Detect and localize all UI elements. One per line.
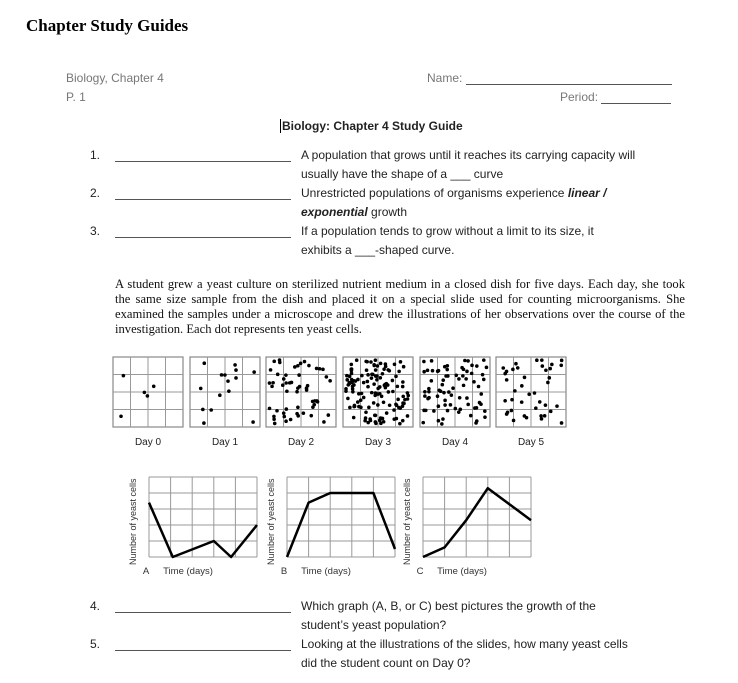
y-axis-label: Number of yeast cells	[266, 478, 276, 565]
yeast-dot	[201, 408, 205, 412]
yeast-dot	[385, 411, 389, 415]
question-line: If a population tends to grow without a limit to its size, it	[301, 224, 594, 238]
yeast-dot	[369, 360, 373, 364]
yeast-dot	[282, 411, 286, 415]
course-label: Biology, Chapter 4	[66, 71, 164, 85]
yeast-dot	[441, 378, 445, 382]
yeast-dot	[276, 373, 280, 377]
yeast-dot	[382, 367, 386, 371]
yeast-dot	[426, 369, 430, 373]
yeast-dot	[510, 409, 514, 413]
yeast-dot	[298, 385, 302, 389]
yeast-dot	[443, 399, 447, 403]
emphasis-exponential: exponential	[301, 205, 368, 219]
answer-line[interactable]	[115, 635, 291, 651]
yeast-dot	[362, 381, 366, 385]
yeast-dot	[470, 364, 474, 368]
yeast-dot	[360, 392, 364, 396]
yeast-dot	[548, 367, 552, 371]
yeast-dot	[401, 419, 405, 423]
yeast-dot	[394, 375, 398, 379]
yeast-dot	[432, 409, 436, 413]
yeast-dot	[445, 368, 449, 372]
day-label: Day 0	[134, 437, 162, 448]
yeast-dot	[352, 416, 356, 420]
yeast-dot	[450, 393, 454, 397]
yeast-dot	[506, 410, 510, 414]
yeast-dot	[394, 403, 398, 407]
yeast-dot	[385, 382, 389, 386]
yeast-dot	[346, 397, 350, 401]
yeast-dot	[381, 372, 385, 376]
yeast-dot	[505, 378, 509, 382]
yeast-dot	[402, 365, 406, 369]
yeast-dot	[392, 417, 396, 421]
yeast-dot	[470, 372, 474, 376]
yeast-dot	[315, 367, 319, 371]
yeast-dot	[523, 376, 527, 380]
yeast-dot	[475, 406, 479, 410]
question-number: 2.	[89, 186, 100, 200]
yeast-dot	[269, 368, 273, 372]
yeast-dot	[501, 366, 505, 370]
yeast-dot	[482, 378, 486, 382]
yeast-dot	[559, 364, 563, 368]
yeast-dot	[374, 391, 378, 395]
question-line: growth	[367, 205, 408, 219]
yeast-dot	[398, 422, 402, 426]
yeast-dot	[293, 365, 297, 369]
yeast-dot	[285, 407, 289, 411]
yeast-dot	[284, 373, 288, 377]
yeast-dot	[401, 395, 405, 399]
yeast-dot	[366, 373, 370, 377]
yeast-dot	[325, 375, 329, 379]
day-label: Day 4	[441, 437, 469, 448]
yeast-dot	[278, 358, 282, 362]
yeast-dot	[272, 360, 276, 364]
yeast-dot	[393, 362, 397, 366]
question-line: Unrestricted populations of organisms experience	[301, 186, 568, 200]
yeast-dot	[477, 385, 481, 389]
yeast-dot	[442, 391, 446, 395]
yeast-dot	[388, 403, 392, 407]
yeast-dot	[454, 373, 458, 377]
yeast-dot	[406, 397, 410, 401]
yeast-dot	[273, 422, 277, 426]
yeast-dot	[365, 368, 369, 372]
yeast-dot	[275, 409, 279, 413]
yeast-dot	[510, 398, 514, 402]
yeast-dot	[379, 362, 383, 366]
yeast-dot	[483, 409, 487, 413]
yeast-dot	[378, 419, 382, 423]
graph-letter: C	[416, 566, 424, 577]
series-line-A	[149, 503, 257, 557]
yeast-dot	[363, 419, 367, 423]
yeast-dot	[384, 362, 388, 366]
yeast-dot	[478, 401, 482, 405]
question-line: Which graph (A, B, or C) best pictures the growth of the	[301, 599, 596, 613]
yeast-dot	[503, 399, 507, 403]
yeast-dot	[119, 414, 123, 418]
yeast-dot	[446, 409, 450, 413]
yeast-dot	[366, 380, 370, 384]
yeast-dot	[540, 358, 544, 362]
yeast-dot	[549, 410, 553, 414]
yeast-dot	[466, 359, 470, 363]
yeast-dot	[349, 367, 353, 371]
yeast-dot	[374, 358, 378, 362]
x-axis-label: Time (days)	[301, 566, 351, 577]
yeast-dot	[268, 407, 272, 411]
yeast-dot	[539, 414, 543, 418]
yeast-dot	[268, 381, 272, 385]
yeast-dot	[388, 369, 392, 373]
yeast-dot	[436, 394, 440, 398]
yeast-dot	[398, 406, 402, 410]
yeast-dot	[392, 408, 396, 412]
question-number: 1.	[89, 148, 100, 162]
yeast-dot	[376, 403, 380, 407]
yeast-dot	[350, 363, 354, 367]
yeast-dot	[376, 387, 380, 391]
yeast-dot	[288, 381, 292, 385]
yeast-dot	[546, 381, 550, 385]
page-label: P. 1	[66, 90, 86, 104]
yeast-dot	[462, 368, 466, 372]
yeast-dot	[309, 414, 313, 418]
yeast-dot	[516, 366, 520, 370]
x-axis-label: Time (days)	[163, 566, 213, 577]
yeast-dot	[427, 390, 431, 394]
emphasis-linear: linear /	[567, 186, 607, 200]
yeast-dot	[350, 372, 354, 376]
yeast-dot	[461, 374, 465, 378]
yeast-dot	[307, 364, 311, 368]
yeast-dot	[345, 378, 349, 382]
yeast-dot	[443, 365, 447, 369]
yeast-dot	[251, 420, 255, 424]
yeast-dot	[443, 403, 447, 407]
yeast-dot	[374, 368, 378, 372]
yeast-dot	[368, 417, 372, 421]
question-line: A population that grows until it reaches its carrying capacity will	[301, 148, 636, 162]
yeast-dot	[355, 358, 359, 362]
yeast-dot	[469, 414, 473, 418]
yeast-dot	[505, 370, 509, 374]
series-line-C	[423, 488, 531, 557]
day-label: Day 3	[364, 437, 392, 448]
yeast-dot	[284, 381, 288, 385]
yeast-dot	[396, 385, 400, 389]
x-axis-label: Time (days)	[437, 566, 487, 577]
yeast-dot	[426, 397, 430, 401]
yeast-dot	[302, 411, 306, 415]
yeast-dot	[538, 400, 542, 404]
yeast-dot	[544, 368, 548, 372]
yeast-dot	[451, 386, 455, 390]
yeast-dot	[422, 370, 426, 374]
question-line: Looking at the illustrations of the slides, how many yeast cells	[301, 637, 628, 651]
yeast-dot	[544, 403, 548, 407]
yeast-dot	[218, 393, 222, 397]
yeast-dot	[444, 374, 448, 378]
yeast-dot	[466, 403, 470, 407]
yeast-dot	[297, 373, 301, 377]
yeast-dot	[462, 384, 466, 388]
yeast-dot	[344, 387, 348, 391]
yeast-dot	[387, 390, 391, 394]
yeast-dot	[533, 391, 537, 395]
page-title: Chapter Study Guides	[26, 16, 189, 35]
yeast-dot	[485, 366, 489, 370]
yeast-dot	[541, 364, 545, 368]
yeast-dot	[431, 369, 435, 373]
yeast-dot	[547, 376, 551, 380]
yeast-dot	[454, 407, 458, 411]
yeast-dot	[296, 414, 300, 418]
yeast-dot	[423, 394, 427, 398]
yeast-dot	[391, 379, 395, 383]
yeast-dot	[296, 405, 300, 409]
yeast-dot	[366, 385, 370, 389]
yeast-dot	[437, 404, 441, 408]
yeast-dot	[282, 415, 286, 419]
yeast-dot	[313, 399, 317, 403]
yeast-dot	[483, 415, 487, 419]
yeast-dot	[375, 378, 379, 382]
yeast-dot	[220, 373, 224, 377]
yeast-dot	[303, 360, 307, 364]
yeast-dot	[348, 375, 352, 379]
yeast-dot	[122, 374, 126, 378]
yeast-dot	[372, 401, 376, 405]
yeast-dot	[379, 376, 383, 380]
yeast-dot	[321, 368, 325, 372]
yeast-dot	[372, 382, 376, 386]
yeast-dot	[327, 413, 331, 417]
yeast-dot	[520, 400, 524, 404]
yeast-dot	[143, 391, 147, 395]
yeast-dot	[271, 381, 275, 385]
yeast-dot	[440, 422, 444, 426]
question-text	[301, 635, 628, 673]
yeast-dot	[511, 368, 515, 372]
question-number: 3.	[89, 224, 100, 238]
scenario-paragraph: A student grew a yeast culture on sterilized nutrient medium in a closed dish for five days. Each day, she took the same size sample from the dish and placed it on a special slide used for counting microorganisms. She examined the samples under a microscope and drew the illustrations of her observations over the course of the investigation. Each dot represents ten yeast cells.	[115, 277, 685, 336]
yeast-dot	[422, 360, 426, 364]
yeast-dot	[397, 370, 401, 374]
yeast-dot	[356, 400, 360, 404]
yeast-dot	[152, 384, 156, 388]
yeast-dot	[370, 376, 374, 380]
question-line: exhibits a ___-shaped curve.	[301, 243, 455, 257]
yeast-dot	[226, 379, 230, 383]
yeast-dot	[525, 416, 529, 420]
yeast-dot	[475, 419, 479, 423]
yeast-dot	[382, 400, 386, 404]
yeast-dot	[359, 398, 363, 402]
period-label: Period:	[560, 90, 599, 104]
yeast-dot	[391, 390, 395, 394]
yeast-dot	[285, 389, 289, 393]
yeast-dot	[406, 414, 410, 418]
yeast-dot	[227, 389, 231, 393]
yeast-dot	[535, 358, 539, 362]
yeast-dot	[272, 415, 276, 419]
yeast-dot	[318, 367, 322, 371]
yeast-dot	[437, 419, 441, 423]
question-text	[301, 597, 596, 635]
yeast-dot	[270, 385, 274, 389]
yeast-dot	[289, 418, 293, 422]
yeast-dot	[449, 403, 453, 407]
yeast-dot	[441, 417, 445, 421]
yeast-dot	[374, 422, 378, 426]
yeast-dot	[328, 379, 332, 383]
yeast-dot	[382, 420, 386, 424]
y-axis-label: Number of yeast cells	[128, 478, 138, 565]
yeast-dot	[312, 403, 316, 407]
yeast-dot	[401, 401, 405, 405]
yeast-dot	[534, 406, 538, 410]
yeast-dot	[234, 368, 238, 372]
yeast-dot	[209, 408, 213, 412]
yeast-dot	[475, 364, 479, 368]
yeast-dot	[481, 373, 485, 377]
yeast-dot	[482, 358, 486, 362]
graph-letter: B	[280, 566, 288, 577]
yeast-dot	[305, 388, 309, 392]
yeast-dot	[365, 360, 369, 364]
yeast-dot	[527, 392, 531, 396]
question-line: student’s yeast population?	[301, 618, 447, 632]
yeast-dot	[199, 387, 203, 391]
yeast-dot	[384, 386, 388, 390]
yeast-dot	[437, 369, 441, 373]
yeast-dot	[367, 406, 371, 410]
yeast-dot	[364, 410, 368, 414]
day-label: Day 1	[211, 437, 239, 448]
yeast-dot	[439, 389, 443, 393]
yeast-dot	[233, 363, 237, 367]
yeast-dot	[520, 384, 524, 388]
yeast-dot	[362, 396, 366, 400]
yeast-dot	[348, 406, 352, 410]
yeast-dot	[322, 420, 326, 424]
yeast-dot	[424, 409, 428, 413]
yeast-dot	[299, 362, 303, 366]
yeast-dot	[353, 404, 357, 408]
yeast-dot	[465, 396, 469, 400]
yeast-dot	[550, 363, 554, 367]
yeast-dot	[366, 421, 370, 425]
question-line: did the student count on Day 0?	[301, 656, 471, 670]
yeast-dot	[223, 373, 227, 377]
yeast-dot	[371, 373, 375, 377]
doc-title: Biology: Chapter 4 Study Guide	[282, 119, 463, 133]
yeast-dot	[284, 419, 288, 423]
yeast-dot	[401, 385, 405, 389]
answer-line[interactable]	[115, 597, 291, 613]
y-axis-label: Number of yeast cells	[402, 478, 412, 565]
yeast-dot	[146, 394, 150, 398]
yeast-dot	[458, 396, 462, 400]
yeast-dot	[514, 362, 518, 366]
yeast-dot	[202, 421, 206, 425]
yeast-dot	[202, 361, 206, 365]
yeast-dot	[234, 376, 238, 380]
yeast-dot	[351, 387, 355, 391]
yeast-dot	[421, 421, 425, 425]
yeast-dot	[370, 391, 374, 395]
yeast-dot	[401, 380, 405, 384]
yeast-dot	[543, 414, 547, 418]
yeast-dot	[447, 390, 451, 394]
yeast-dot	[281, 383, 285, 387]
yeast-dot	[472, 380, 476, 384]
yeast-dot	[440, 383, 444, 387]
yeast-dot	[463, 359, 467, 363]
yeast-dot	[457, 410, 461, 414]
question-number: 5.	[89, 637, 100, 651]
yeast-dot	[457, 377, 461, 381]
graph-letter: A	[142, 566, 150, 577]
yeast-dot	[295, 390, 299, 394]
yeast-dot	[430, 359, 434, 363]
question-line: usually have the shape of a ___ curve	[301, 167, 504, 181]
name-label: Name:	[427, 71, 463, 85]
yeast-dot	[252, 370, 256, 374]
question-number: 4.	[89, 599, 100, 613]
yeast-dot	[374, 414, 378, 418]
yeast-dot	[555, 404, 559, 408]
yeast-dot	[423, 390, 427, 394]
yeast-dot	[406, 391, 410, 395]
yeast-dot	[372, 364, 376, 368]
yeast-dot	[360, 374, 364, 378]
yeast-dot	[512, 419, 516, 423]
day-label: Day 5	[517, 437, 545, 448]
yeast-dot	[376, 364, 380, 368]
yeast-dot	[282, 377, 286, 381]
yeast-dot	[399, 360, 403, 364]
yeast-dot	[479, 392, 483, 396]
yeast-dot	[396, 398, 400, 402]
yeast-dot	[513, 389, 517, 393]
yeast-dot	[430, 379, 434, 383]
yeast-dot	[464, 377, 468, 381]
day-label: Day 2	[287, 437, 315, 448]
yeast-dot	[351, 379, 355, 383]
yeast-dot	[465, 370, 469, 374]
yeast-dot	[560, 359, 564, 363]
yeast-dot	[357, 405, 361, 409]
yeast-dot	[560, 421, 564, 425]
